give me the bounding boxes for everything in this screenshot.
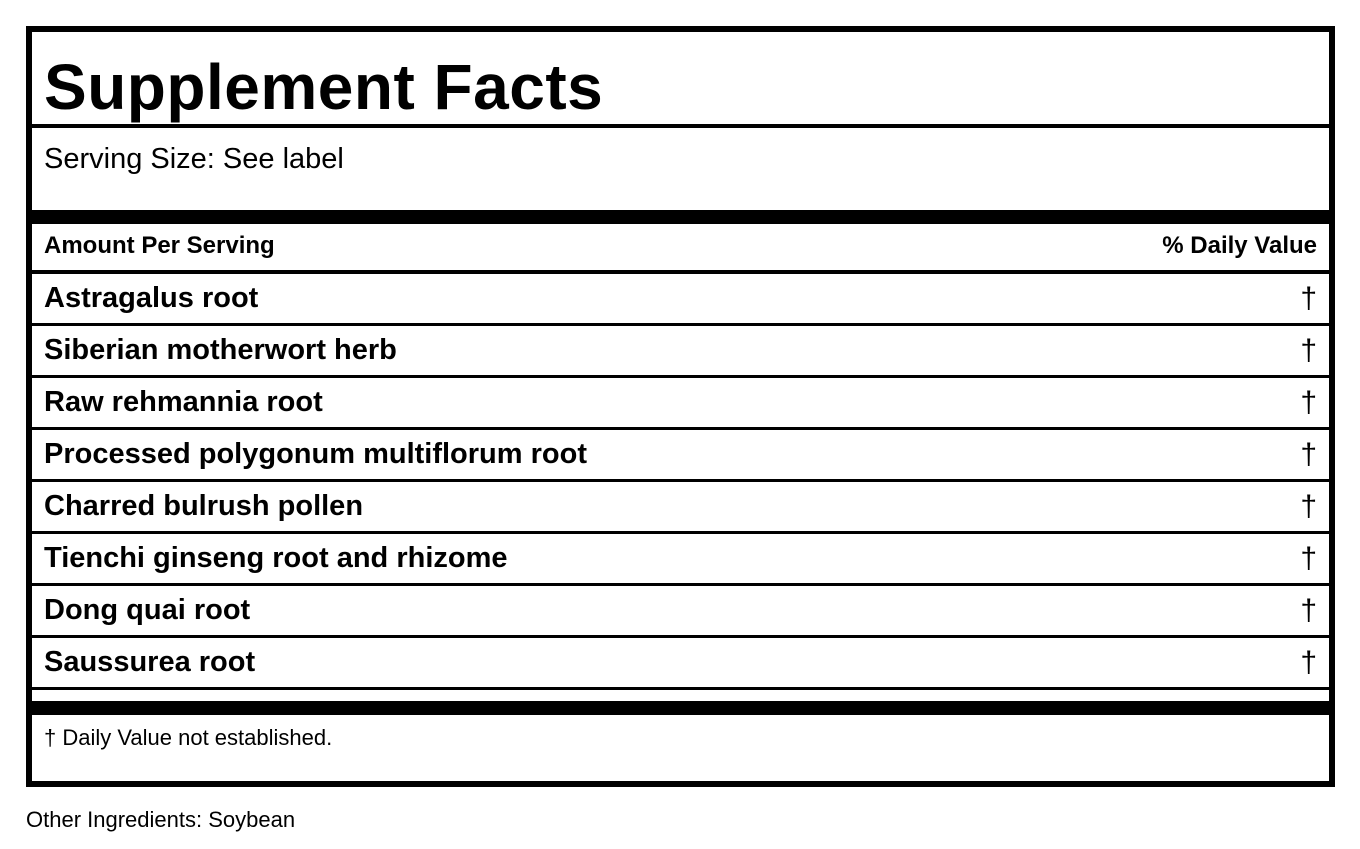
ingredient-daily-value: † [1300, 490, 1317, 523]
amount-per-serving-header: Amount Per Serving [44, 232, 275, 259]
ingredient-row [32, 534, 1329, 586]
ingredient-name: Dong quai root [44, 594, 251, 626]
ingredient-name: Saussurea root [44, 646, 256, 678]
column-header-row [32, 224, 1329, 274]
daily-value-header: % Daily Value [1162, 232, 1317, 259]
footnote-section [32, 715, 1329, 765]
ingredient-daily-value: † [1300, 646, 1317, 679]
page-title: Supplement Facts [44, 51, 604, 123]
ingredient-daily-value: † [1300, 334, 1317, 367]
ingredient-name: Processed polygonum multiflorum root [44, 438, 587, 470]
serving-size-section [32, 128, 1329, 224]
ingredient-row [32, 274, 1329, 326]
daily-value-footnote: † Daily Value not established. [44, 725, 333, 750]
thick-divider [32, 690, 1329, 715]
ingredient-daily-value: † [1300, 386, 1317, 419]
ingredient-daily-value: † [1300, 282, 1317, 315]
supplement-facts-panel [26, 26, 1335, 787]
other-ingredients: Other Ingredients: Soybean [26, 807, 296, 832]
ingredient-row [32, 638, 1329, 690]
ingredient-daily-value: † [1300, 542, 1317, 575]
ingredient-row [32, 326, 1329, 378]
ingredient-daily-value: † [1300, 594, 1317, 627]
ingredient-name: Raw rehmannia root [44, 386, 323, 418]
ingredient-row [32, 482, 1329, 534]
ingredient-name: Tienchi ginseng root and rhizome [44, 542, 508, 574]
ingredient-name: Charred bulrush pollen [44, 490, 364, 522]
ingredient-row [32, 586, 1329, 638]
serving-size: Serving Size: See label [44, 143, 344, 175]
ingredient-daily-value: † [1300, 438, 1317, 471]
title-band [32, 32, 1329, 128]
ingredient-row [32, 378, 1329, 430]
ingredient-row [32, 430, 1329, 482]
ingredient-name: Siberian motherwort herb [44, 334, 397, 366]
ingredient-name: Astragalus root [44, 282, 259, 314]
